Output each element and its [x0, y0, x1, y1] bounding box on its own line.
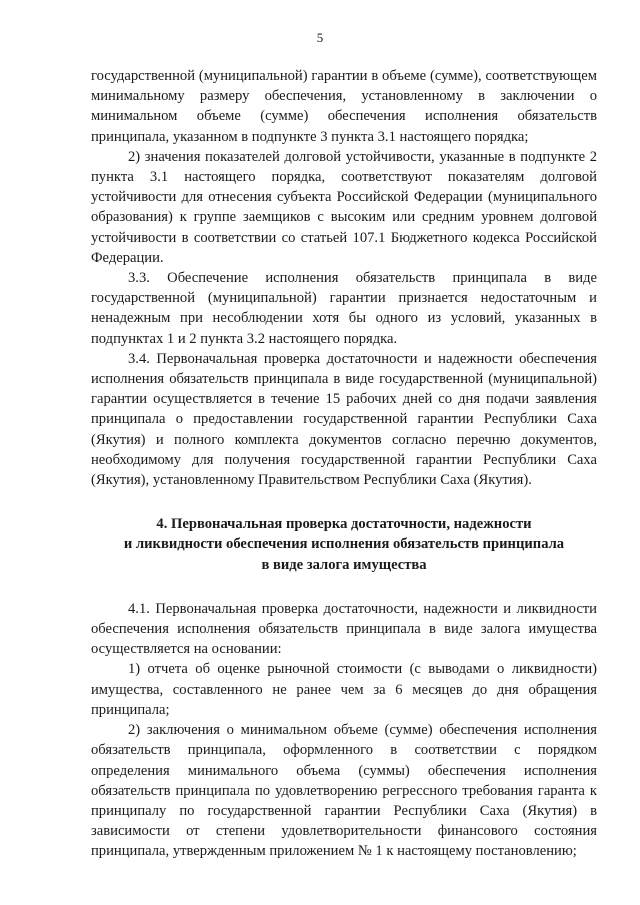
paragraph-3-4: 3.4. Первоначальная проверка достаточности и надежности обеспечения исполнения обязательств принципала в виде государственной (муниципальной) гарантии осуществляется в течение 15 рабочих дней со дня подачи заявления принципала о предоставлении государственной гарантии Республики Саха (Якутия) и полного комплекта документов согласно перечню документов, необходимому для получения государственной гарантии Республики Саха (Якутия), установленному Правительством Республики Саха (Якутия). — [91, 350, 597, 489]
paragraph-debt-sustainability: 2) значения показателей долговой устойчивости, указанные в подпункте 2 пункта 3.1 настоящего порядка, соответствуют показателям долговой устойчивости для отнесения субъекта Российской Федерации (муниципального образования) к группе заемщиков с высоким или средним уровнем долговой устойчивости в соответствии со статьей 107.1 Бюджетного кодекса Российской Федерации. — [91, 148, 597, 266]
page-number: 5 — [316, 30, 324, 45]
paragraph-3-3: 3.3. Обеспечение исполнения обязательств принципала в виде государственной (муниципальной) гарантии признается недостаточным и ненадежным при несоблюдении хотя бы одного из условий, указанных в подпунктах 1 и 2 пункта 3.2 настоящего порядка. — [91, 270, 597, 347]
paragraph-4-1-item-2: 2) заключения о минимальном объеме (сумме) обеспечения исполнения обязательств принципала, оформленного в соответствии с порядком определения минимального объема (суммы) обеспечения исполнения обязательств принципала по удовлетворению регрессного требования гаранта к принципалу по государственной гарантии Республики Саха (Якутия) в зависимости от степени удовлетворительности финансового состояния принципала, утвержденным приложением № 1 к настоящему постановлению; — [91, 722, 597, 860]
document-body — [91, 66, 597, 862]
section-heading-line-1: 4. Первоначальная проверка достаточности, надежности — [156, 516, 532, 533]
paragraph-guarantee-amount: государственной (муниципальной) гарантии в объеме (сумме), соответствующем минимальному размеру обеспечения, установленному в заключении о минимальном объеме (сумме) обеспечения исполнения обязательств принципала, указанном в подпункте 3 пункта 3.1 настоящего порядка; — [91, 68, 597, 145]
paragraph-4-1: 4.1. Первоначальная проверка достаточности, надежности и ликвидности обеспечения исполнения обязательств принципала в виде залога имущества осуществляется на основании: — [91, 600, 597, 658]
section-heading-4 — [91, 514, 597, 575]
section-heading-line-3: в виде залога имущества — [261, 556, 427, 573]
paragraph-4-1-item-1: 1) отчета об оценке рыночной стоимости (с выводами о ликвидности) имущества, составленного не ранее чем за 6 месяцев до дня обращения принципала; — [91, 661, 597, 718]
section-heading-line-2: и ликвидности обеспечения исполнения обязательств принципала — [123, 536, 565, 553]
